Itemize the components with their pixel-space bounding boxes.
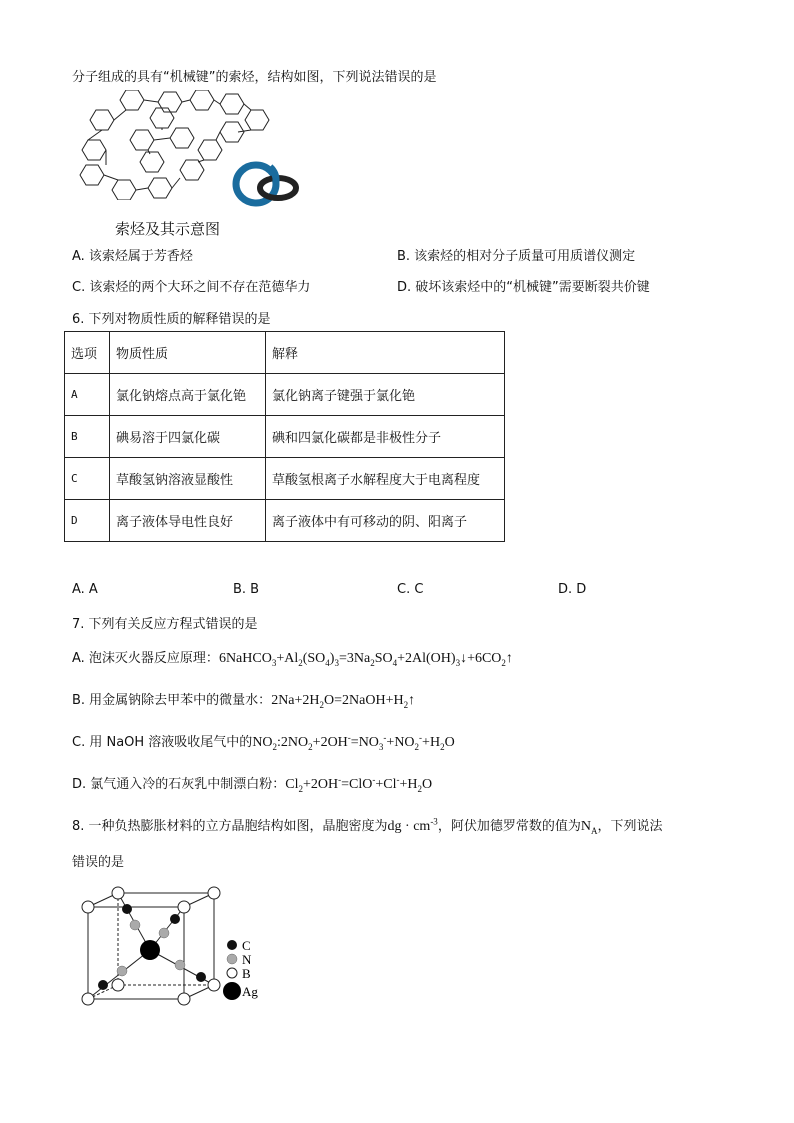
- row-option: D: [65, 500, 110, 542]
- table-header-row: [65, 332, 505, 374]
- row-explanation: 草酸氢根离子水解程度大于电离程度: [266, 458, 505, 500]
- q5-stem: 分子组成的具有“机械键”的索烃，结构如图，下列说法错误的是: [72, 70, 437, 85]
- row-option: B: [65, 416, 110, 458]
- q7-option-d: [72, 773, 432, 794]
- q7-d-label: D. 氯气通入冷的石灰乳中制漂白粉：: [72, 777, 286, 792]
- row-property: 草酸氢钠溶液显酸性: [110, 458, 266, 500]
- q8-avogadro-symbol: $N_A$: [580, 819, 598, 836]
- q5-option-a: A. 该索烃属于芳香烃: [72, 249, 193, 264]
- q6-option-c: C. C: [397, 582, 424, 597]
- q8-stem-part1: 8. 一种负热膨胀材料的立方晶胞结构如图，晶胞密度为: [72, 819, 388, 834]
- q5-option-b: B. 该索烃的相对分子质量可用质谱仪测定: [397, 249, 636, 264]
- row-explanation: 离子液体中有可移动的阴、阳离子: [266, 500, 505, 542]
- q6-table: [64, 331, 505, 542]
- q7-a-label: A. 泡沫灭火器反应原理：: [72, 651, 219, 666]
- q7-stem: 7. 下列有关反应方程式错误的是: [72, 617, 258, 632]
- table-row: [65, 416, 505, 458]
- figure-caption: 索烃及其示意图: [115, 222, 221, 238]
- q5-option-d: D. 破坏该索烃中的“机械键”需要断裂共价键: [397, 280, 650, 295]
- crystal-cell-figure: [78, 885, 228, 1015]
- row-property: 离子液体导电性良好: [110, 500, 266, 542]
- row-explanation: 碘和四氯化碳都是非极性分子: [266, 416, 505, 458]
- row-property: 碘易溶于四氯化碳: [110, 416, 266, 458]
- table-row: [65, 458, 505, 500]
- legend-ag: Ag: [242, 984, 258, 999]
- row-explanation: 氯化钠离子键强于氯化铯: [266, 374, 505, 416]
- density-unit-text: dg · cm: [387, 819, 431, 834]
- q7-c-label: C. 用 NaOH 溶液吸收尾气中的: [72, 735, 253, 750]
- q7-d-equation: $Cl_2+2OH^-=ClO^-+Cl^-+H_2O$: [285, 774, 433, 794]
- row-option: C: [65, 458, 110, 500]
- interlocked-rings-icon: [232, 158, 304, 208]
- q6-option-b: B. B: [233, 582, 260, 597]
- header-option: 选项: [65, 332, 110, 374]
- q8-stem-line2: 错误的是: [72, 855, 125, 870]
- table-row: [65, 500, 505, 542]
- q6-stem: 6. 下列对物质性质的解释错误的是: [72, 312, 271, 327]
- header-explanation: 解释: [266, 332, 505, 374]
- q6-option-a: A. A: [72, 582, 98, 597]
- q7-a-equation: $6NaHCO_3+Al_2(SO_4)_3=3Na_2SO_4+2Al(OH)_3↓+6CO_2↑$: [218, 651, 513, 668]
- q7-option-a: [72, 647, 513, 668]
- q8-density-unit: dg · $cm^{-3}$: [387, 816, 438, 834]
- q7-b-equation: $2Na+2H_2O=2NaOH+H_2↑$: [271, 693, 416, 710]
- q7-option-c: [72, 731, 455, 752]
- q8-stem-line1: [72, 815, 662, 836]
- row-property: 氯化钠熔点高于氯化铯: [110, 374, 266, 416]
- crystal-legend: [222, 936, 272, 1006]
- q5-option-c: C. 该索烃的两个大环之间不存在范德华力: [72, 280, 311, 295]
- q7-option-b: [72, 689, 415, 710]
- q8-stem-part3: ，下列说法: [597, 819, 663, 834]
- legend-n: N: [242, 952, 252, 967]
- row-option: A: [65, 374, 110, 416]
- table-row: [65, 374, 505, 416]
- header-property: 物质性质: [110, 332, 266, 374]
- legend-c: C: [242, 938, 251, 953]
- q7-b-label: B. 用金属钠除去甲苯中的微量水：: [72, 693, 272, 708]
- legend-b: B: [242, 966, 251, 981]
- q6-option-d: D. D: [558, 582, 587, 597]
- q8-stem-part2: ，阿伏加德罗常数的值为: [437, 819, 581, 834]
- q7-c-equation: $NO_2:2NO_2+2OH^-=NO_3^-+NO_2^-+H_2O$: [252, 732, 455, 752]
